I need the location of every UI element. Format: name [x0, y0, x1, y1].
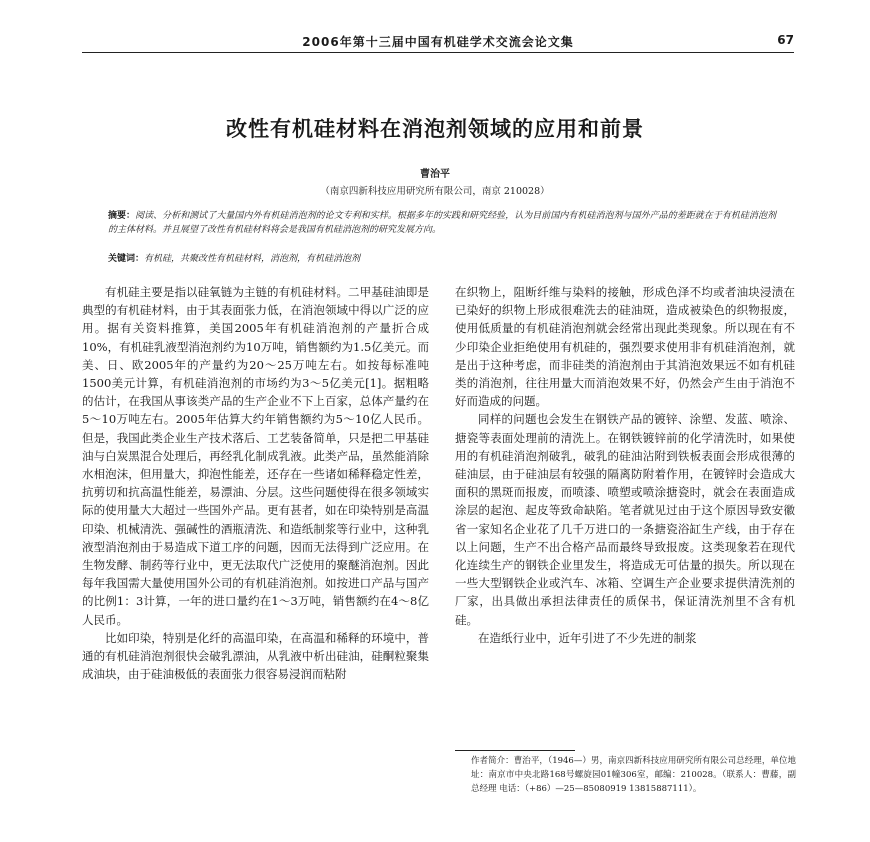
- abstract: [108, 210, 776, 237]
- body-paragraph: 在造纸行业中，近年引进了不少先进的制浆: [478, 630, 697, 645]
- running-title: 2006年第十三届中国有机硅学术交流会论文集: [302, 35, 574, 49]
- paper-title: 改性有机硅材料在消泡剂领域的应用和前景: [226, 117, 644, 141]
- keywords-text: 有机硅，共聚改性有机硅材料，消泡剂，有机硅消泡剂: [144, 254, 361, 264]
- running-header: [82, 33, 794, 53]
- body-paragraph: 同样的问题也会发生在钢铁产品的镀锌、涂塑、发蓝、喷涂、搪瓷等表面处理前的清洗上。在钢铁镀锌前的化学清洗时，如果使用的有机硅消泡剂破乳，破乳的硅油沾附到铁板表面会形成很薄的硅油层，由于硅油层有较强的隔离防附着作用，在镀锌时会造成大面积的黑斑而报废，而喷漆、喷塑或喷涂搪瓷时，就会在表面造成涂层的起泡、起皮等致命缺陷。笔者就见过由于这个原因导致安徽省一家知名企业花了几千万进口的一条搪瓷浴缸生产线，由于存在以上问题，生产不出合格产品而最终导致报废。这类现象若在现代化连续生产的钢铁企业里发生，将造成无可估量的损失。所以现在一些大型钢铁企业或汽车、冰箱、空调生产企业要求提供清洗剂的厂家，出具做出承担法律责任的质保书，保证清洗剂里不含有机硅。: [455, 412, 795, 627]
- body-paragraph: 比如印染，特别是化纤的高温印染，在高温和稀释的环境中，普通的有机硅消泡剂很快会破乳漂油，从乳液中析出硅油，硅酮粒聚集成油块，由于硅油极低的表面张力很容易浸润而粘附: [82, 630, 429, 682]
- body-column-right: [455, 283, 795, 647]
- body-paragraph: 有机硅主要是指以硅氧链为主链的有机硅材料。二甲基硅油即是典型的有机硅材料，由于其表面张力低，在消泡领域中得以广泛的应用。据有关资料推算，美国2005年有机硅消泡剂的产量折合成10%，有机硅乳液型消泡剂约为10万吨，销售额约为1.5亿美元。而美、日、欧2005年的产量约为20～25万吨左右。如按每标准吨1500美元计算，有机硅消泡剂的市场约为3～5亿美元[1]。据粗略的估计，在我国从事该类产品的生产企业不下上百家，总体产量约在5～10万吨左右。2005年估算大约年销售额约为5～10亿人民币。但是，我国此类企业生产技术落后、工艺装备简单，只是把二甲基硅油与白炭黑混合处理后，再经乳化制成乳液。此类产品，虽然能消除水相泡沫，但用量大，抑泡性能差，还存在一些诸如稀释稳定性差，抗剪切和抗高温性能差，易漂油、分层。这些问题使得在很多领域实际的使用量大大超过一些国外产品。更有甚者，如在印染特别是高温印染、机械清洗、强碱性的酒瓶清洗、和造纸制浆等行业中，这种乳液型消泡剂由于易造成下道工序的问题，因而无法得到广泛应用。在生物发酵、制药等行业中，更无法取代广泛使用的聚醚消泡剂。因此每年我国需大量使用国外公司的有机硅消泡剂。如按进口产品与国产的比例1：3计算，一年的进口量约在1～3万吨，销售额约在4～8亿人民币。: [82, 285, 429, 627]
- abstract-label: 摘要：: [108, 211, 136, 221]
- header-rule: [82, 52, 794, 53]
- keywords-label: 关键词：: [108, 254, 145, 264]
- footnote-rule: [455, 750, 575, 751]
- body-paragraph: 在织物上，阻断纤维与染料的接触，形成色泽不均或者油块浸渍在已染好的织物上形成很难洗去的硅油斑，造成被染色的织物报废，使用低质量的有机硅消泡剂就会经常出现此类现象。所以现在有不少印染企业拒绝使用有机硅的，强烈要求使用非有机硅消泡剂，就是出于这种考虑，而非硅类的消泡剂由于其消泡效果远不如有机硅类的消泡剂，往往用量大而消泡效果不好，仍然会产生由于消泡不好而造成的问题。: [455, 285, 795, 409]
- author-affiliation: （南京四新科技应用研究所有限公司，南京 210028）: [320, 186, 550, 197]
- body-column-left: [82, 283, 429, 683]
- author-name: 曹治平: [420, 169, 450, 180]
- page-number: 67: [777, 33, 794, 47]
- keywords: [108, 253, 776, 267]
- author-footnote: 作者简介：曹治平，（1946—）男，南京四新科技应用研究所有限公司总经理，单位地址：南京市中央北路168号螺旋园01幢306室，邮编：210028。（联系人：曹藤，副总经理 电话：（+86）—25—85080919 13815887111）。: [471, 756, 796, 794]
- abstract-text: 阅读、分析和测试了大量国内外有机硅消泡剂的论文专利和实样。根据多年的实践和研究经验，认为目前国内有机硅消泡剂与国外产品的差距就在于有机硅消泡剂的主体材料。并且展望了改性有机硅材料将会是我国有机硅消泡剂的研究发展方向。: [108, 211, 776, 235]
